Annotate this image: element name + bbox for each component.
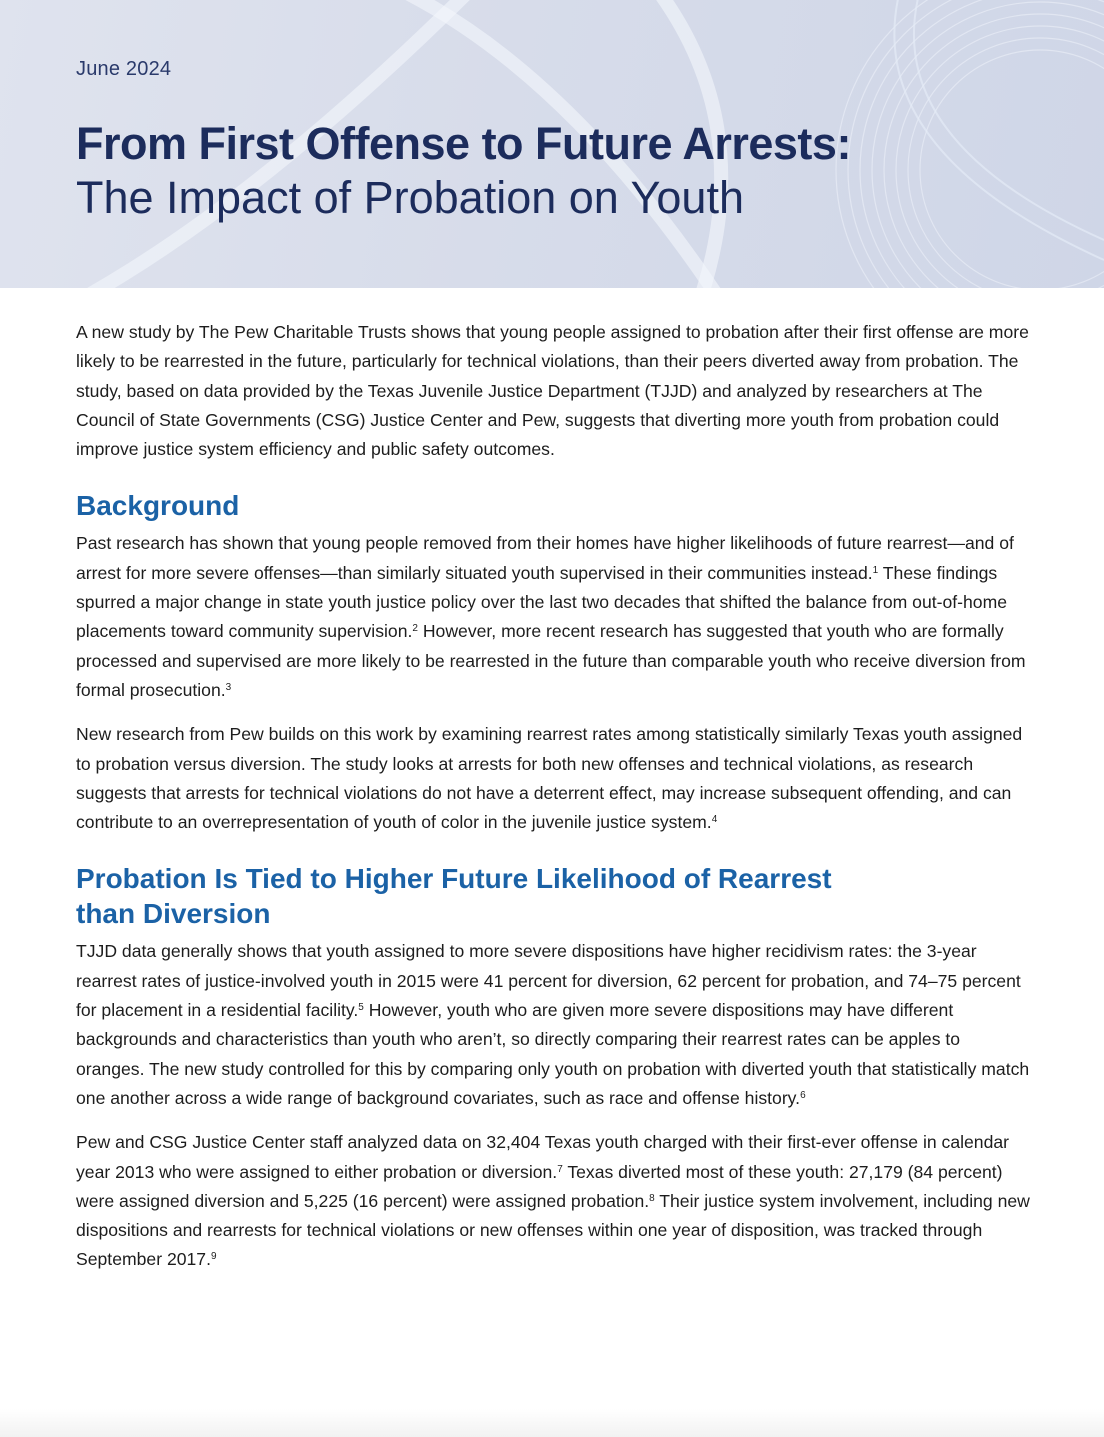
page-subtitle: The Impact of Probation on Youth	[76, 172, 744, 223]
probation-paragraph-2: Pew and CSG Justice Center staff analyzed data on 32,404 Texas youth charged with their first-ever offense in calendar year 2013 who were assigned to either probation or diversion.$^7$ Texas diverted most of these youth: 27,179 (84 percent) were assigned diversion and 5,225 (16 percent) were assigned probation.$^8$ Their justice system involvement, including new dispositions and rearrests for technical violations or new offenses within one year of disposition, was tracked through September 2017.$^9$	[76, 1132, 1030, 1270]
intro-paragraph: A new study by The Pew Charitable Trusts shows that young people assigned to probation after their first offense are more likely to be rearrested in the future, particularly for technical violations, than their peers diverted away from probation. The study, based on data provided by the Texas Juvenile Justice Department (TJJD) and analyzed by researchers at The Council of State Governments (CSG) Justice Center and Pew, suggests that diverting more youth from probation could improve justice system efficiency and public safety outcomes.	[76, 322, 1029, 460]
footnote-ref[interactable]: 4	[711, 814, 718, 826]
footnote-ref[interactable]: 9	[210, 1251, 217, 1263]
page-bottom-edge	[0, 1409, 1104, 1437]
footnote-ref[interactable]: 2	[412, 623, 418, 635]
footnote-ref[interactable]: 1	[872, 564, 879, 576]
page-title: From First Offense to Future Arrests:	[76, 118, 851, 169]
background-paragraph-1: Past research has shown that young people removed from their homes have higher likelihoods of future rearrest—and of arrest for more severe offenses—than similarly situated youth supervised in their communities instead.$^1$ These findings spurred a major change in state youth justice policy over the last two decades that shifted the balance from out-of-home placements toward community supervision.$^2$ However, more recent research has suggested that youth who are formally processed and supervised are more likely to be rearrested in the future than comparable youth who receive diversion from formal prosecution.$^3$	[76, 533, 1026, 700]
footnote-ref[interactable]: 6	[800, 1089, 806, 1101]
footnote-ref[interactable]: 7	[557, 1163, 563, 1175]
footnote-ref[interactable]: 8	[649, 1192, 655, 1204]
probation-section-heading: Probation Is Tied to Higher Future Likelihood of Rearrest than Diversion	[76, 863, 832, 930]
footnote-ref[interactable]: 3	[225, 681, 232, 693]
footnote-ref[interactable]: 5	[358, 1002, 364, 1014]
header-banner	[0, 0, 1104, 288]
probation-paragraph-1: TJJD data generally shows that youth assigned to more severe dispositions have higher recidivism rates: the 3-year rearrest rates of justice-involved youth in 2015 were 41 percent for diversion, 62 percent for probation, and 74–75 percent for placement in a residential facility.$^5$ However, youth who are given more severe dispositions may have different backgrounds and characteristics than youth who aren’t, so directly comparing their rearrest rates can be apples to oranges. The new study controlled for this by comparing only youth on probation with diverted youth that statistically match one another across a wide range of background covariates, such as race and offense history.$^6$	[76, 941, 1030, 1108]
background-paragraph-2: New research from Pew builds on this work by examining rearrest rates among statistically similarly Texas youth assigned to probation versus diversion. The study looks at arrests for both new offenses and technical violations, as research suggests that arrests for technical violations do not have a deterrent effect, may increase subsequent offending, and can contribute to an overrepresentation of youth of color in the juvenile justice system.$^4$	[76, 724, 1023, 833]
publication-date: June 2024	[76, 58, 172, 80]
background-heading: Background	[76, 490, 240, 522]
article-body	[76, 318, 1031, 1290]
